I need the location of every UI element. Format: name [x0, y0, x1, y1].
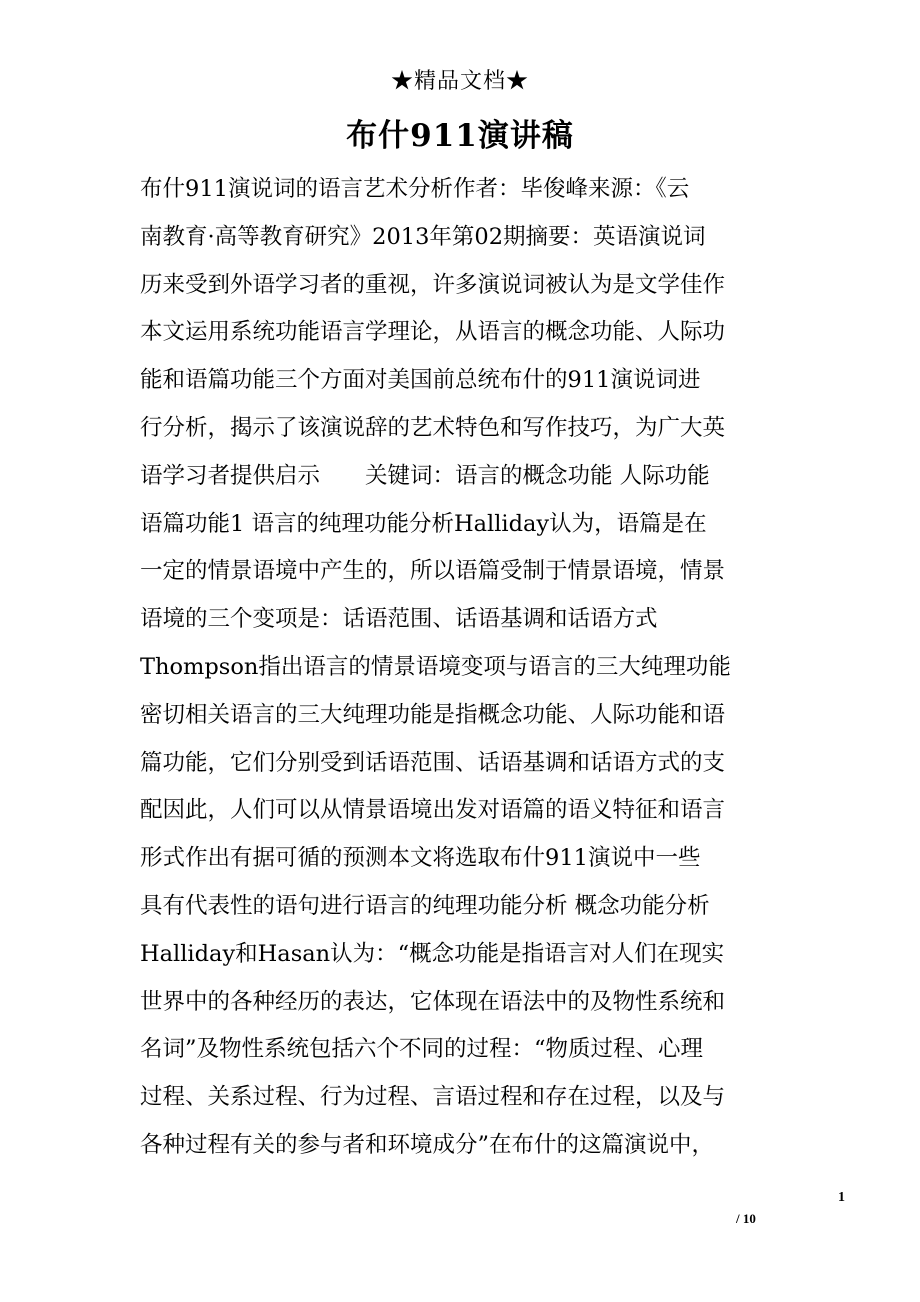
body-line: 南教育·高等教育研究》2013年第02期摘要：英语演说词 — [140, 223, 706, 250]
body-line: 过程、关系过程、行为过程、言语过程和存在过程，以及与 — [140, 1084, 726, 1111]
body-line: Halliday和Hasan认为：“概念功能是指语言对人们在现实 — [140, 940, 725, 967]
body-line: 各种过程有关的参与者和环境成分”在布什的这篇演说中， — [140, 1131, 715, 1158]
body-line: 具有代表性的语句进行语言的纯理功能分析 概念功能分析 — [140, 892, 710, 919]
body-line: 语境的三个变项是：话语范围、话语基调和话语方式 — [140, 606, 658, 633]
body-line: 语学习者提供启示 关键词：语言的概念功能 人际功能 — [140, 462, 710, 489]
body-line: Thompson指出语言的情景语境变项与语言的三大纯理功能 — [140, 653, 731, 680]
body-line: 形式作出有据可循的预测本文将选取布什911演说中一些 — [140, 845, 701, 872]
body-line: 本文运用系统功能语言学理论，从语言的概念功能、人际功 — [140, 319, 726, 346]
body-line: 世界中的各种经历的表达，它体现在语法中的及物性系统和 — [140, 988, 726, 1015]
body-line: 能和语篇功能三个方面对美国前总统布什的911演说词进 — [140, 367, 701, 394]
body-line: 历来受到外语学习者的重视，许多演说词被认为是文学佳作 — [140, 271, 726, 298]
page-number: 1 — [838, 1190, 845, 1205]
body-line: 密切相关语言的三大纯理功能是指概念功能、人际功能和语 — [140, 701, 726, 728]
document-title: 布什911演讲稿 — [346, 118, 574, 154]
body-text — [140, 166, 780, 1170]
body-line: 布什911演说词的语言艺术分析作者：毕俊峰来源：《云 — [140, 176, 690, 202]
body-line: 配因此，人们可以从情景语境出发对语篇的语义特征和语言 — [140, 797, 726, 824]
body-line: 行分析，揭示了该演说辞的艺术特色和写作技巧，为广大英 — [140, 414, 726, 441]
body-line: 名词”及物性系统包括六个不同的过程：“物质过程、心理 — [140, 1036, 704, 1063]
body-line: 篇功能，它们分别受到话语范围、话语基调和话语方式的支 — [140, 749, 726, 776]
header-mark: ★精品文档★ — [390, 69, 529, 94]
body-line: 一定的情景语境中产生的，所以语篇受制于情景语境，情景 — [140, 558, 726, 585]
body-line: 语篇功能1 语言的纯理功能分析Halliday认为，语篇是在 — [140, 510, 707, 537]
page-total: / 10 — [736, 1211, 756, 1226]
